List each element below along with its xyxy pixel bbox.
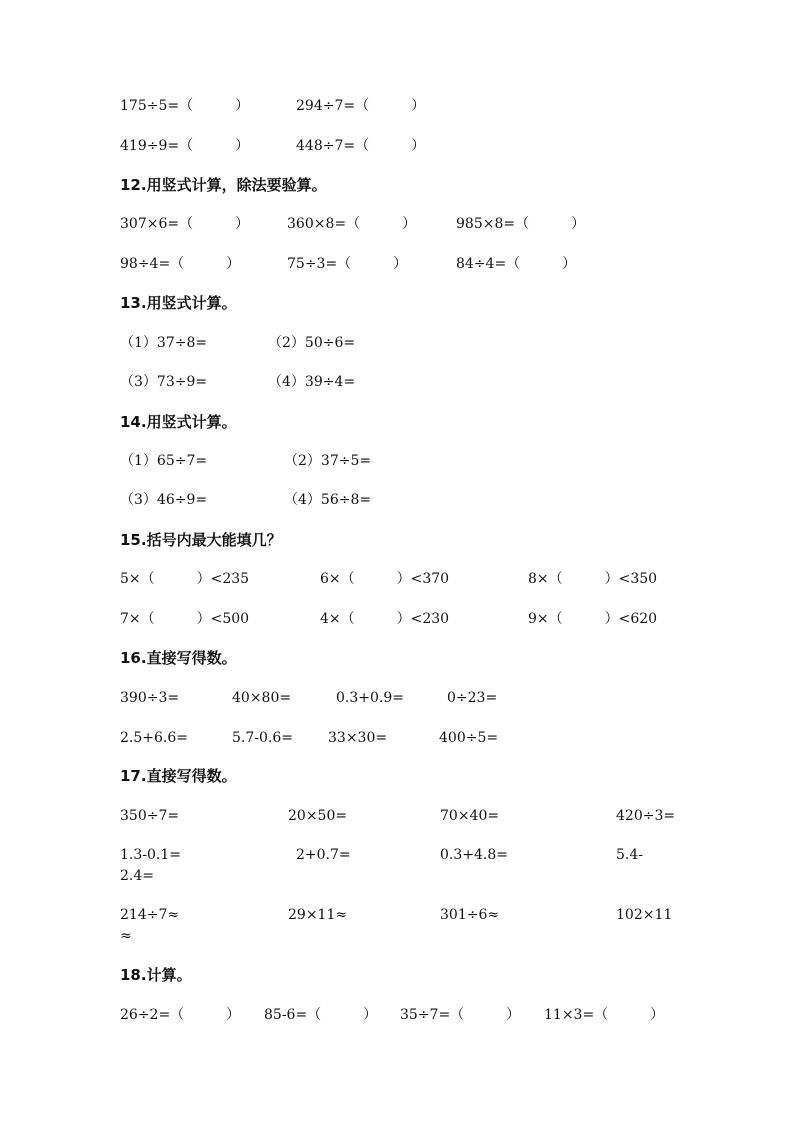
exercise-item: （2）50÷6=: [268, 335, 356, 351]
exercise-item: 360×8=（ ）: [287, 216, 417, 232]
exercise-item: 5.4-: [616, 847, 643, 863]
exercise-item: （3）73÷9=: [120, 374, 208, 390]
exercise-item: （1）65÷7=: [120, 453, 208, 469]
question-15-title: 15.括号内最大能填几？: [120, 531, 282, 549]
exercise-item: 84÷4=（ ）: [456, 256, 577, 272]
exercise-item: 5×（ ）<235: [120, 571, 250, 587]
exercise-item: （4）39÷4=: [268, 374, 356, 390]
question-16-title: 16.直接写得数。: [120, 649, 237, 667]
exercise-item: 98÷4=（ ）: [120, 256, 241, 272]
exercise-item: 2+0.7=: [296, 847, 351, 863]
question-13-title: 13.用竖式计算。: [120, 294, 237, 312]
exercise-item: （4）56÷8=: [284, 492, 372, 508]
exercise-item: 0.3+0.9=: [336, 690, 404, 706]
exercise-item: 85-6=（ ）: [264, 1007, 378, 1023]
exercise-item-wrap: ≈: [120, 928, 132, 944]
exercise-item: 4×（ ）<230: [320, 611, 450, 627]
exercise-item: 75÷3=（ ）: [287, 256, 408, 272]
exercise-item: 0÷23=: [447, 690, 498, 706]
exercise-item: 420÷3=: [616, 808, 676, 824]
exercise-item: 33×30=: [328, 730, 388, 746]
exercise-item-wrap: 2.4=: [120, 868, 154, 884]
exercise-item: 175÷5=（ ）: [120, 98, 250, 114]
exercise-item: 350÷7=: [120, 808, 180, 824]
exercise-item: 7×（ ）<500: [120, 611, 250, 627]
exercise-item: 448÷7=（ ）: [296, 138, 426, 154]
exercise-item: 20×50=: [288, 808, 348, 824]
question-12-title: 12.用竖式计算，除法要验算。: [120, 176, 327, 194]
exercise-item: 9×（ ）<620: [528, 611, 658, 627]
exercise-item: 400÷5=: [439, 730, 499, 746]
exercise-item: 11×3=（ ）: [544, 1007, 665, 1023]
exercise-item: （3）46÷9=: [120, 492, 208, 508]
exercise-item: 294÷7=（ ）: [296, 98, 426, 114]
exercise-item: 1.3-0.1=: [120, 847, 181, 863]
exercise-item: （1）37÷8=: [120, 335, 208, 351]
exercise-item: 390÷3=: [120, 690, 180, 706]
exercise-item: （2）37÷5=: [284, 453, 372, 469]
exercise-item: 35÷7=（ ）: [400, 1007, 521, 1023]
question-14-title: 14.用竖式计算。: [120, 413, 237, 431]
exercise-item: 6×（ ）<370: [320, 571, 450, 587]
question-18-title: 18.计算。: [120, 966, 192, 984]
exercise-item: 8×（ ）<350: [528, 571, 658, 587]
question-17-title: 17.直接写得数。: [120, 767, 237, 785]
exercise-item: 419÷9=（ ）: [120, 138, 250, 154]
exercise-item: 214÷7≈: [120, 907, 180, 923]
exercise-item: 0.3+4.8=: [440, 847, 508, 863]
exercise-item: 40×80=: [232, 690, 292, 706]
exercise-item: 29×11≈: [288, 907, 348, 923]
exercise-item: 26÷2=（ ）: [120, 1007, 241, 1023]
exercise-item: 2.5+6.6=: [120, 730, 188, 746]
exercise-item: 102×11: [616, 907, 673, 923]
exercise-item: 301÷6≈: [440, 907, 500, 923]
exercise-item: 70×40=: [440, 808, 500, 824]
exercise-item: 5.7-0.6=: [232, 730, 293, 746]
exercise-item: 307×6=（ ）: [120, 216, 250, 232]
exercise-item: 985×8=（ ）: [456, 216, 586, 232]
